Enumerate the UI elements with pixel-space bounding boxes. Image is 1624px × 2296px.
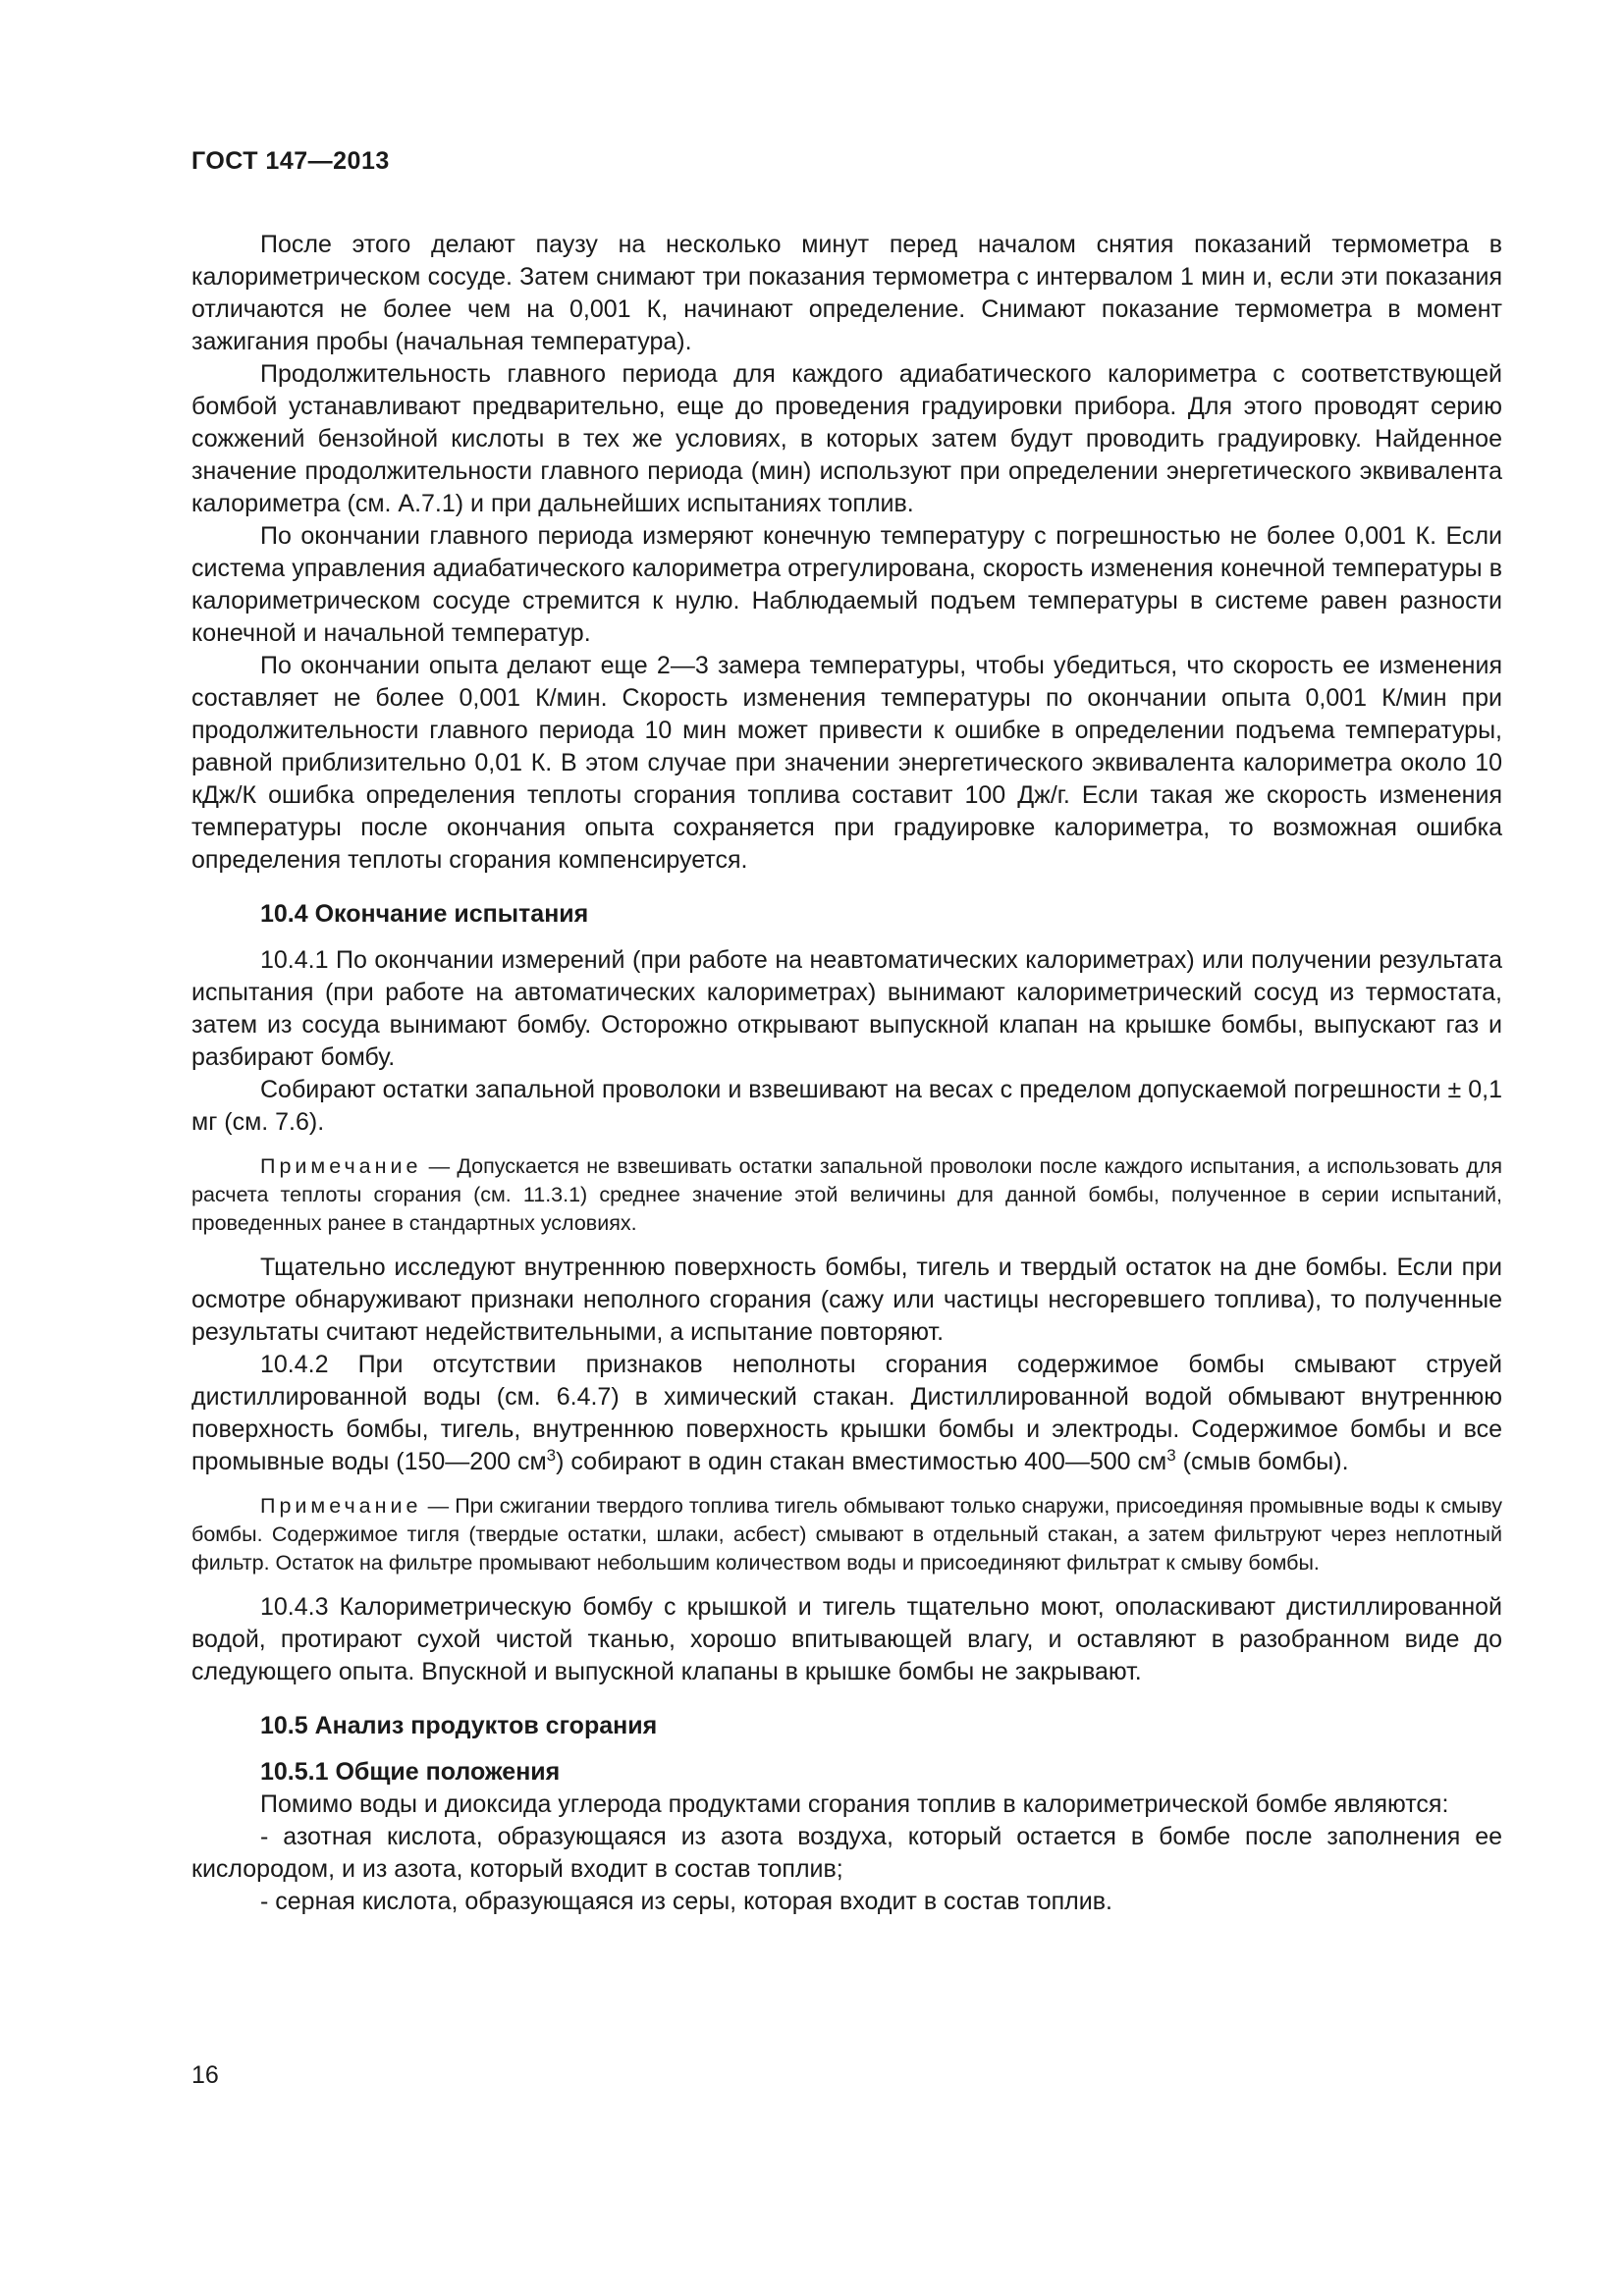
note xyxy=(191,1152,1502,1238)
paragraph: Помимо воды и диоксида углерода продуктами сгорания топлив в калориметрической бомбе являются: xyxy=(260,1790,1449,1818)
paragraph: Продолжительность главного периода для каждого адиабатического калориметра с соответствующей бомбой устанавливают предварительно, еще до проведения градуировки прибора. Для этого проводят серию сожжений бензойной кислоты в тех же условиях, в которых затем будут проводить градуировку. Найденное значение продолжительности главного периода (мин) используют при определении энергетического эквивалента калориметра (см. А.7.1) и при дальнейших испытаниях топлив. xyxy=(191,360,1502,517)
list-item: - серная кислота, образующаяся из серы, которая входит в состав топлив. xyxy=(260,1888,1112,1915)
note-text: — При сжигании твердого топлива тигель обмывают только снаружи, присоединяя промывные воды к смыву бомбы. Содержимое тигля (твердые остатки, шлаки, асбест) смывают в отдельный стакан, а затем фильтруют через неплотный фильтр. Остаток на фильтре промывают небольшим количеством воды и присоединяют фильтрат к смыву бомбы. xyxy=(191,1494,1502,1575)
paragraph: По окончании главного периода измеряют конечную температуру с погрешностью не более 0,001 К. Если система управления адиабатического калориметра отрегулирована, скорость изменения конечной температуры в калориметрическом сосуде стремится к нулю. Наблюдаемый подъем температуры в системе равен разности конечной и начальной температур. xyxy=(191,522,1502,647)
text-run: (смыв бомбы). xyxy=(1175,1448,1349,1475)
text-run: ) собирают в один стакан вместимостью 400—500 см xyxy=(556,1448,1167,1475)
paragraph: Собирают остатки запальной проволоки и взвешивают на весах с пределом допускаемой погрешности ± 0,1 мг (см. 7.6). xyxy=(191,1076,1502,1136)
text-run: 10.4.2 При отсутствии признаков неполноты сгорания содержимое бомбы смывают струей дистиллированной воды (см. 6.4.7) в химический стакан. Дистиллированной водой обмывают внутреннюю поверхность бомбы, тигель, внутреннюю поверхность крышки бомбы и электроды. Содержимое бомбы и все промывные воды (150—200 см xyxy=(191,1351,1502,1475)
paragraph: Тщательно исследуют внутреннюю поверхность бомбы, тигель и твердый остаток на дне бомбы. Если при осмотре обнаруживают признаки неполного сгорания (сажу или частицы несгоревшего топлива), то полученные результаты считают недействительными, а испытание повторяют. xyxy=(191,1254,1502,1346)
note-label: Примечание xyxy=(260,1154,422,1178)
superscript: 3 xyxy=(1166,1446,1176,1465)
note-label: Примечание xyxy=(260,1494,422,1518)
document-page xyxy=(191,147,1502,1918)
paragraph: По окончании опыта делают еще 2—3 замера температуры, чтобы убедиться, что скорость ее изменения составляет не более 0,001 К/мин. Скорость изменения температуры по окончании опыта 0,001 К/мин при продолжительности главного периода 10 мин может привести к ошибке в определении подъема температуры, равной приблизительно 0,01 К. В этом случае при значении энергетического эквивалента калориметра около 10 кДж/К ошибка определения теплоты сгорания топлива составит 100 Дж/г. Если такая же скорость изменения температуры после окончания опыта сохраняется при градуировке калориметра, то возможная ошибка определения теплоты сгорания компенсируется. xyxy=(191,652,1502,874)
section-heading-10-4: 10.4 Окончание испытания xyxy=(260,900,589,928)
page-number: 16 xyxy=(191,2061,219,2089)
note xyxy=(191,1492,1502,1577)
note-text: — Допускается не взвешивать остатки запальной проволоки после каждого испытания, а использовать для расчета теплоты сгорания (см. 11.3.1) среднее значение этой величины для данной бомбы, полученное в серии испытаний, проведенных ранее в стандартных условиях. xyxy=(191,1154,1502,1235)
subsection-heading-10-5-1: 10.5.1 Общие положения xyxy=(260,1758,561,1786)
paragraph-10-4-2 xyxy=(191,1349,1502,1478)
document-header: ГОСТ 147—2013 xyxy=(191,147,390,175)
list-item: - азотная кислота, образующаяся из азота воздуха, который остается в бомбе после заполнения ее кислородом, и из азота, который входит в состав топлив; xyxy=(191,1823,1502,1883)
paragraph: После этого делают паузу на несколько минут перед началом снятия показаний термометра в калориметрическом сосуде. Затем снимают три показания термометра с интервалом 1 мин и, если эти показания отличаются не более чем на 0,001 К, начинают определение. Снимают показание термометра в момент зажигания пробы (начальная температура). xyxy=(191,231,1502,355)
superscript: 3 xyxy=(546,1446,557,1465)
section-heading-10-5: 10.5 Анализ продуктов сгорания xyxy=(260,1712,658,1739)
paragraph-10-4-3: 10.4.3 Калориметрическую бомбу с крышкой и тигель тщательно моют, ополаскивают дистиллированной водой, протирают сухой чистой тканью, хорошо впитывающей влагу, и оставляют в разобранном виде до следующего опыта. Впускной и выпускной клапаны в крышке бомбы не закрывают. xyxy=(191,1593,1502,1685)
paragraph-10-4-1: 10.4.1 По окончании измерений (при работе на неавтоматических калориметрах) или получении результата испытания (при работе на автоматических калориметрах) вынимают калориметрический сосуд из термостата, затем из сосуда вынимают бомбу. Осторожно открывают выпускной клапан на крышке бомбы, выпускают газ и разбирают бомбу. xyxy=(191,946,1502,1071)
